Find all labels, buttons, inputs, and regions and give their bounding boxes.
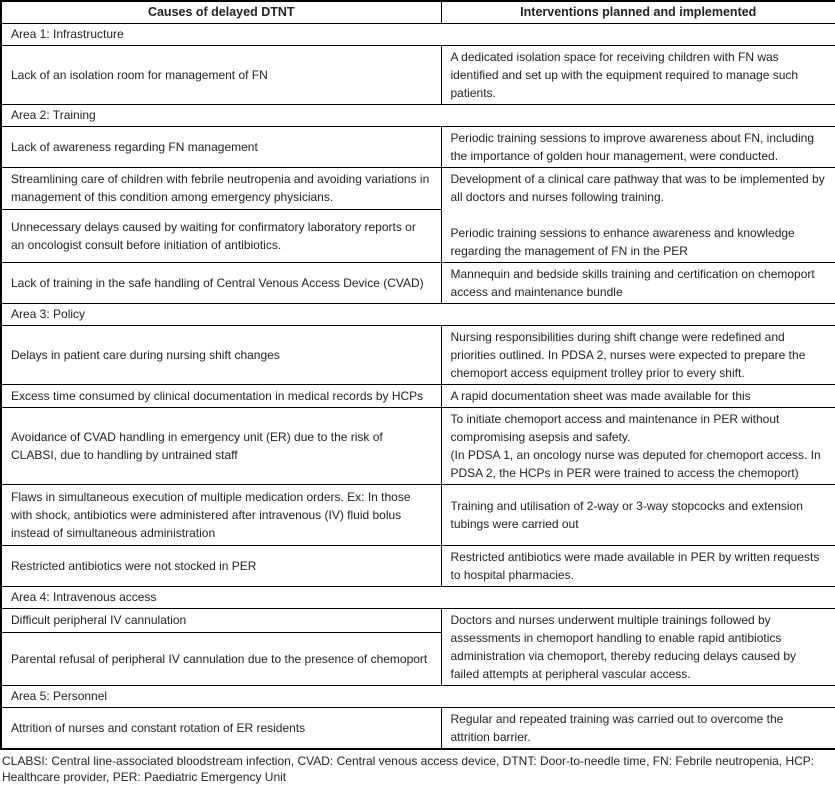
cause-cell: Parental refusal of peripheral IV cannulation due to the presence of chemoport — [1, 632, 441, 685]
table-header — [1, 1, 835, 23]
intervention-cell: A dedicated isolation space for receiving children with FN was identified and set up with the equipment required to manage such patients. — [441, 45, 835, 104]
section-header-row-area5 — [1, 685, 835, 707]
abbreviations-footnote: CLABSI: Central line-associated bloodstream infection, CVAD: Central venous access device, DTNT: Door-to-needle time, FN: Febrile neutropenia, HCP: Healthcare provider, PER: Paediatric Emergency Unit — [2, 753, 815, 784]
cause-cell: Attrition of nurses and constant rotation of ER residents — [1, 707, 441, 749]
table-row — [1, 608, 835, 632]
cause-cell: Avoidance of CVAD handling in emergency unit (ER) due to the risk of CLABSI, due to handling by untrained staff — [1, 407, 441, 484]
section-header-row-area3 — [1, 303, 835, 325]
table-row — [1, 325, 835, 384]
intervention-cell: Periodic training sessions to improve awareness about FN, including the importance of golden hour management, were conducted. — [441, 126, 835, 167]
intervention-paragraph: Periodic training sessions to enhance awareness and knowledge regarding the management of FN in the PER — [450, 225, 795, 258]
section-header-row-area4 — [1, 586, 835, 608]
cause-cell: Difficult peripheral IV cannulation — [1, 608, 441, 632]
column-header-interventions: Interventions planned and implemented — [441, 1, 835, 23]
intervention-paragraph: Development of a clinical care pathway that was to be implemented by all doctors and nurses following training. — [450, 171, 825, 204]
table-row — [1, 384, 835, 407]
intervention-cell: Training and utilisation of 2-way or 3-way stopcocks and extension tubings were carried out — [441, 484, 835, 545]
header-row — [1, 1, 835, 23]
cause-cell: Unnecessary delays caused by waiting for confirmatory laboratory reports or an oncologist consult before initiation of antibiotics. — [1, 210, 441, 262]
cause-cell: Flaws in simultaneous execution of multiple medication orders. Ex: In those with shock, antibiotics were administered after intravenous (IV) fluid bolus instead of simultaneous administration — [1, 484, 441, 545]
table-row — [1, 126, 835, 167]
intervention-cell-merged: Doctors and nurses underwent multiple trainings followed by assessments in chemoport handling to enable rapid antibiotics administration via chemoport, thereby reducing delays caused by failed attempts at peripheral vascular access. — [441, 608, 835, 685]
cause-cell: Lack of an isolation room for management of FN — [1, 45, 441, 104]
cause-cell: Lack of awareness regarding FN management — [1, 126, 441, 167]
cause-cell: Delays in patient care during nursing shift changes — [1, 325, 441, 384]
table-row — [1, 262, 835, 303]
intervention-paragraph: (In PDSA 1, an oncology nurse was deputed for chemoport access. In PDSA 2, the HCPs in PER were trained to access the chemoport) — [450, 447, 821, 480]
section-header-area5: Area 5: Personnel — [1, 685, 835, 707]
section-header-row-area1 — [1, 23, 835, 45]
intervention-cell-merged — [441, 167, 835, 262]
intervention-cell — [441, 407, 835, 484]
section-header-area3: Area 3: Policy — [1, 303, 835, 325]
intervention-cell: Nursing responsibilities during shift change were redefined and priorities outlined. In PDSA 2, nurses were expected to prepare the chemoport access equipment trolley prior to every shift. — [441, 325, 835, 384]
table-row — [1, 545, 835, 586]
cause-cell: Restricted antibiotics were not stocked in PER — [1, 545, 441, 586]
table-row — [1, 45, 835, 104]
section-header-area1: Area 1: Infrastructure — [1, 23, 835, 45]
table-row — [1, 484, 835, 545]
table-row — [1, 707, 835, 749]
column-header-causes: Causes of delayed DTNT — [1, 1, 441, 23]
intervention-cell: A rapid documentation sheet was made available for this — [441, 384, 835, 407]
section-header-area2: Area 2: Training — [1, 104, 835, 126]
intervention-cell: Restricted antibiotics were made available in PER by written requests to hospital pharmacies. — [441, 545, 835, 586]
cause-cell: Streamlining care of children with febrile neutropenia and avoiding variations in management of this condition among emergency physicians. — [1, 167, 441, 210]
intervention-cell: Regular and repeated training was carried out to overcome the attrition barrier. — [441, 707, 835, 749]
cause-cell: Lack of training in the safe handling of Central Venous Access Device (CVAD) — [1, 262, 441, 303]
cause-cell: Excess time consumed by clinical documentation in medical records by HCPs — [1, 384, 441, 407]
table-row — [1, 167, 835, 210]
section-header-row-area2 — [1, 104, 835, 126]
table-row — [1, 407, 835, 484]
intervention-cell: Mannequin and bedside skills training and certification on chemoport access and maintenance bundle — [441, 262, 835, 303]
section-header-area4: Area 4: Intravenous access — [1, 586, 835, 608]
intervention-paragraph: To initiate chemoport access and maintenance in PER without compromising asepsis and safety. — [450, 411, 780, 444]
